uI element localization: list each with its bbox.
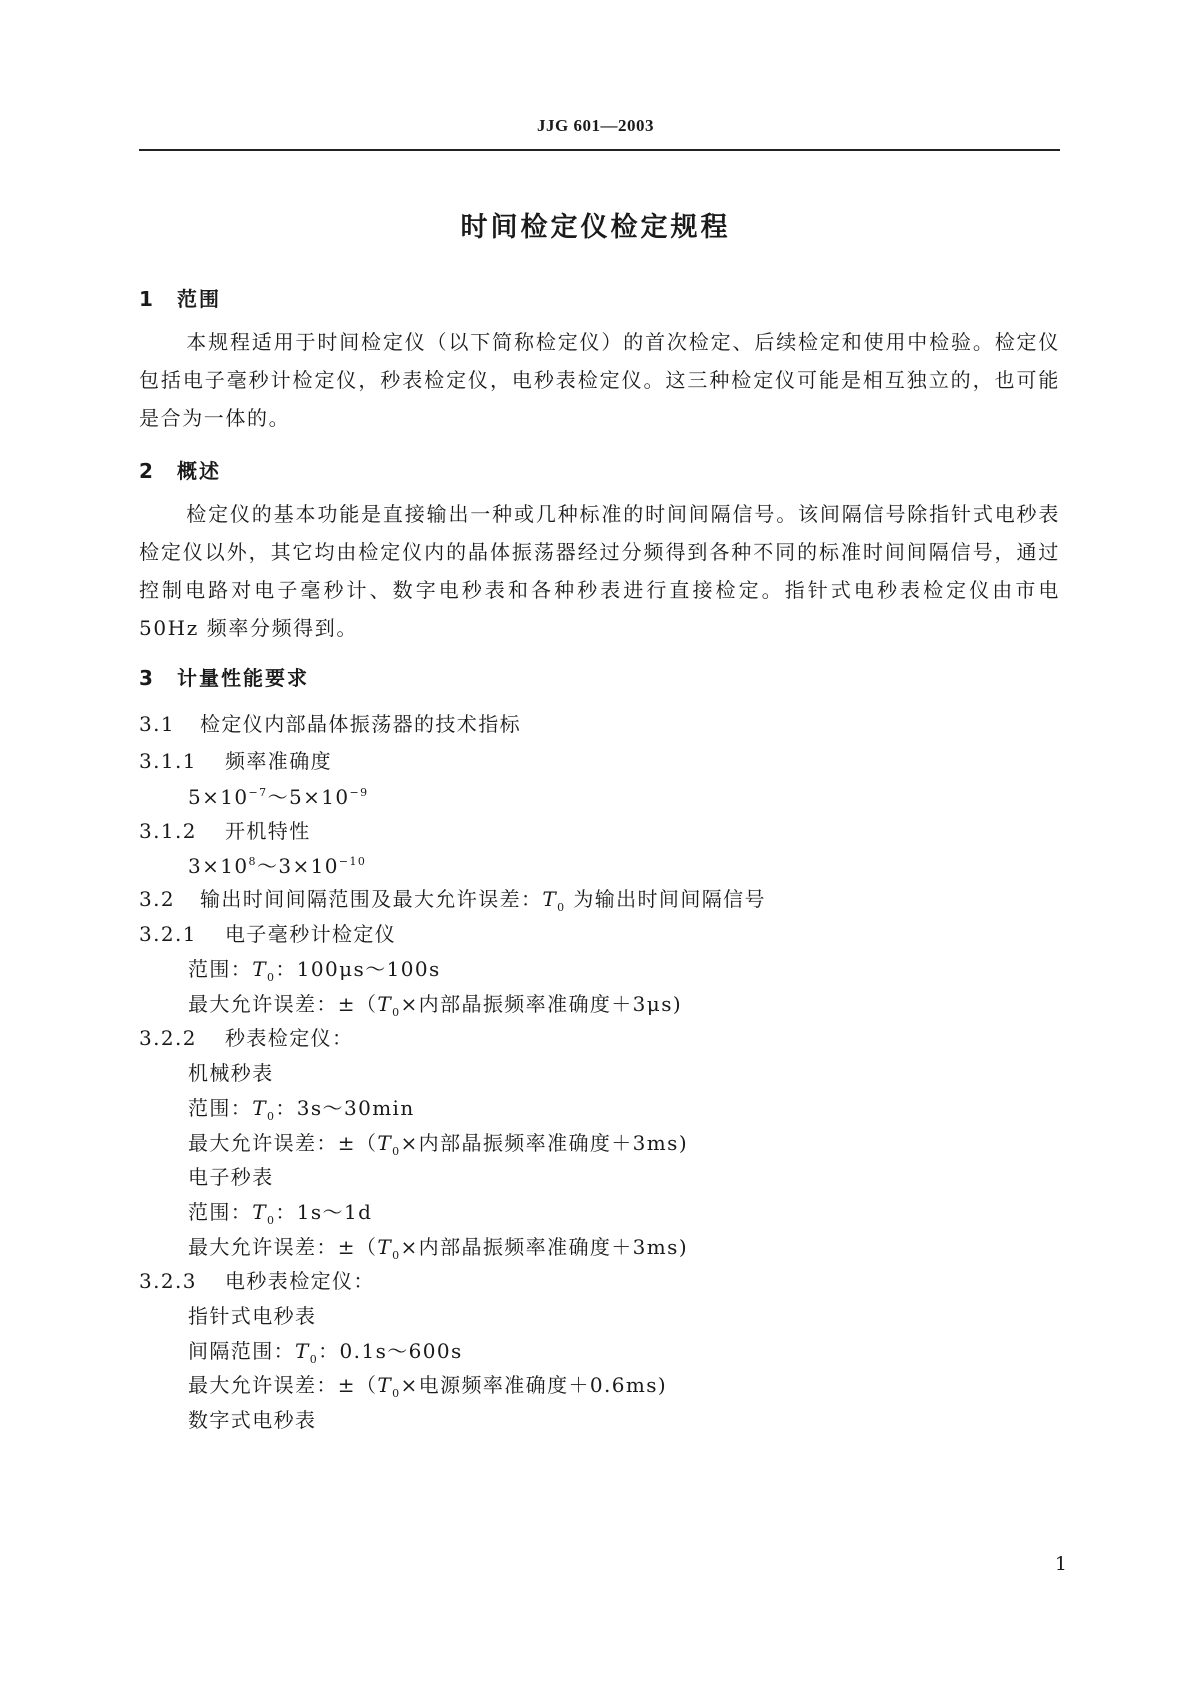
electronic-stopwatch-range	[188, 1196, 372, 1227]
label: 范围：	[188, 1200, 253, 1224]
clause-number: 3.1	[139, 712, 176, 736]
frequency-accuracy-value	[188, 781, 369, 810]
mechanical-stopwatch-max-error	[188, 1127, 688, 1158]
electronic-stopwatch-max-error	[188, 1231, 688, 1262]
clause-number: 3.2.1	[139, 922, 197, 946]
clause-3-1-2	[139, 815, 311, 844]
label: 间隔范围：	[188, 1339, 295, 1363]
needle-electric-stopwatch-max-error	[188, 1369, 667, 1400]
clause-text: 秒表检定仪：	[225, 1026, 354, 1050]
mechanical-stopwatch-range	[188, 1092, 415, 1123]
clause-number: 3.2.2	[139, 1026, 197, 1050]
paragraph-text: 检定仪的基本功能是直接输出一种或几种标准的时间间隔信号。该间隔信号除指针式电秒表检定仪以外，其它均由检定仪内的晶体振荡器经过分频得到各种不同的标准时间间隔信号，通过控制电路对电子毫秒计、数字电秒表和各种秒表进行直接检定。指针式电秒表检定仪由市电 50Hz 频率分频得到。	[139, 502, 1060, 640]
clause-text: 电子毫秒计检定仪	[225, 922, 397, 946]
needle-electric-stopwatch-title: 指针式电秒表	[188, 1304, 317, 1328]
value: ：0.1s～600s	[318, 1339, 463, 1363]
value-base: 5×10	[188, 785, 249, 809]
label: 范围：	[188, 957, 253, 981]
value-base: ～5×10	[267, 785, 350, 809]
symbol-subscript: 0	[266, 971, 276, 984]
clause-text: 为输出时间间隔信号	[565, 887, 766, 911]
symbol-t: T	[377, 1373, 393, 1397]
section-1-paragraph	[139, 323, 1060, 437]
value-exponent: −7	[248, 786, 268, 799]
clause-number: 3.1.1	[139, 749, 197, 773]
symbol-t: T	[252, 957, 267, 981]
clause-number: 3.2.3	[139, 1269, 197, 1293]
section-title: 范围	[177, 287, 221, 311]
section-2-paragraph	[139, 495, 1060, 647]
clause-number: 3.1.2	[139, 819, 197, 843]
clause-text: 电秒表检定仪：	[225, 1269, 375, 1293]
startup-characteristic-value	[188, 850, 366, 879]
section-number: 2	[139, 459, 155, 483]
digital-electric-stopwatch-title: 数字式电秒表	[188, 1408, 317, 1432]
clause-3-1	[139, 708, 521, 737]
section-number: 3	[139, 666, 155, 690]
page-number: 1	[1054, 1553, 1067, 1575]
clause-3-1-1	[139, 745, 332, 774]
value: ×内部晶振频率准确度＋3μs)	[400, 992, 683, 1016]
section-number: 1	[139, 287, 155, 311]
label: 最大允许误差：±（	[188, 1235, 378, 1259]
value-exponent: 8	[248, 855, 257, 868]
symbol-t: T	[252, 1096, 267, 1120]
symbol-subscript: 0	[266, 1110, 276, 1123]
section-title: 概述	[177, 459, 221, 483]
label: 范围：	[188, 1096, 253, 1120]
value-base: 3×10	[188, 854, 249, 878]
clause-3-2-2	[139, 1022, 353, 1051]
symbol-subscript: 0	[392, 1387, 401, 1400]
value-exponent: −10	[338, 855, 367, 868]
paragraph-text: 本规程适用于时间检定仪（以下简称检定仪）的首次检定、后续检定和使用中检验。检定仪包括电子毫秒计检定仪，秒表检定仪，电秒表检定仪。这三种检定仪可能是相互独立的，也可能是合为一体的。	[139, 330, 1060, 430]
symbol-subscript: 0	[392, 1249, 401, 1262]
section-2-heading	[139, 455, 221, 484]
header-rule	[139, 149, 1060, 151]
clause-3-2	[139, 883, 766, 914]
symbol-subscript: 0	[266, 1214, 276, 1227]
value: ×内部晶振频率准确度＋3ms)	[400, 1131, 689, 1155]
label: 最大允许误差：±（	[188, 1131, 378, 1155]
symbol-t: T	[252, 1200, 267, 1224]
needle-electric-stopwatch-range	[188, 1335, 463, 1366]
clause-text: 输出时间间隔范围及最大允许误差：	[200, 887, 543, 911]
value: ：100μs～100s	[275, 957, 441, 981]
value: ：3s～30min	[275, 1096, 415, 1120]
value-exponent: −9	[349, 786, 369, 799]
electronic-stopwatch-title: 电子秒表	[188, 1165, 274, 1189]
ms-meter-range	[188, 953, 441, 984]
section-title: 计量性能要求	[177, 666, 309, 690]
mechanical-stopwatch-title: 机械秒表	[188, 1061, 274, 1085]
value: ×内部晶振频率准确度＋3ms)	[400, 1235, 689, 1259]
standard-code: JJG 601—2003	[537, 116, 654, 135]
symbol-t: T	[542, 887, 558, 911]
label: 最大允许误差：±（	[188, 992, 378, 1016]
clause-text: 频率准确度	[225, 749, 332, 773]
label: 最大允许误差：±（	[188, 1373, 378, 1397]
value-base: ～3×10	[256, 854, 339, 878]
symbol-subscript: 0	[557, 901, 566, 914]
value: ×电源频率准确度＋0.6ms)	[400, 1373, 668, 1397]
symbol-subscript: 0	[309, 1353, 319, 1366]
symbol-subscript: 0	[392, 1006, 401, 1019]
clause-text: 开机特性	[225, 819, 311, 843]
clause-3-2-1	[139, 918, 396, 947]
clause-text: 检定仪内部晶体振荡器的技术指标	[200, 712, 521, 736]
clause-number: 3.2	[139, 887, 176, 911]
symbol-t: T	[377, 1235, 393, 1259]
symbol-t: T	[377, 992, 393, 1016]
section-3-heading	[139, 662, 309, 691]
document-title: 时间检定仪检定规程	[460, 212, 731, 243]
clause-3-2-3	[139, 1265, 375, 1294]
symbol-t: T	[377, 1131, 393, 1155]
symbol-subscript: 0	[392, 1145, 401, 1158]
value: ：1s～1d	[275, 1200, 373, 1224]
symbol-t: T	[295, 1339, 310, 1363]
ms-meter-max-error	[188, 988, 682, 1019]
section-1-heading	[139, 283, 221, 312]
